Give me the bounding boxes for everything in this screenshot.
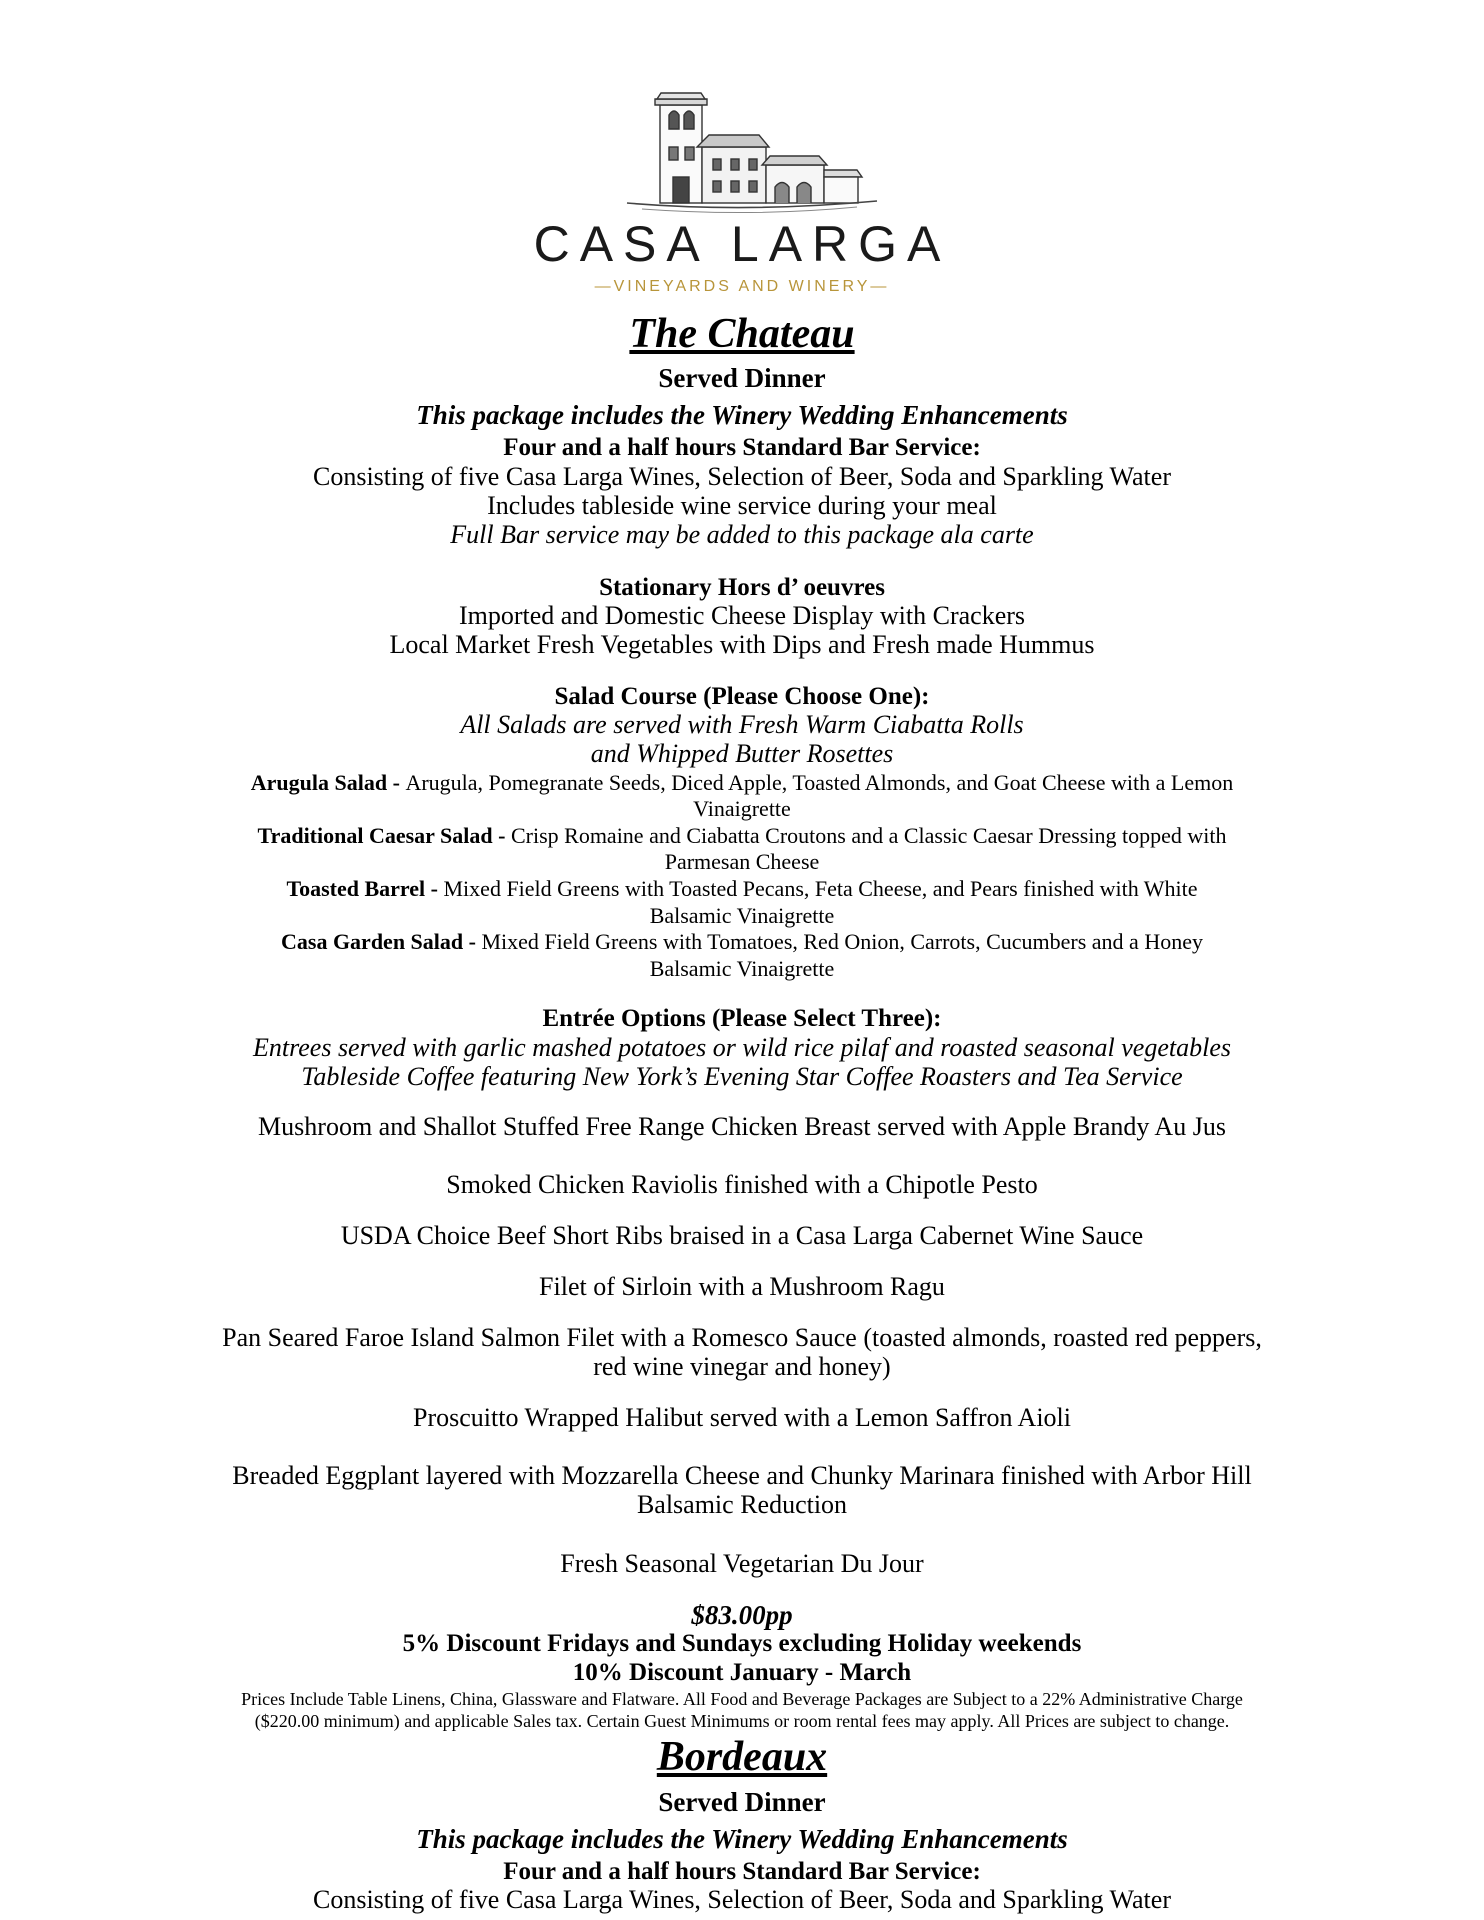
winery-building-illustration	[627, 93, 877, 213]
fine-print: Prices Include Table Linens, China, Glassware and Flatware. All Food and Beverage Packages are Subject to a 22% Administrative Charge	[241, 1689, 1243, 1709]
entree-item: Smoked Chicken Raviolis finished with a Chipotle Pesto	[446, 1170, 1038, 1199]
entree-item-cont: Balsamic Reduction	[636, 1490, 848, 1519]
salad-name: Traditional Caesar Salad -	[257, 823, 511, 848]
salad-description: Arugula, Pomegranate Seeds, Diced Apple, Toasted Almonds, and Goat Cheese with a Lemon	[405, 770, 1234, 795]
salad-description-cont: Vinaigrette	[693, 796, 791, 821]
salad-name: Casa Garden Salad -	[281, 929, 482, 954]
package-title-bordeaux: Bordeaux	[656, 1734, 828, 1780]
entree-item: USDA Choice Beef Short Ribs braised in a Casa Larga Cabernet Wine Sauce	[340, 1221, 1144, 1250]
salad-option	[0, 772, 1484, 794]
package-subtitle: Served Dinner	[658, 1787, 826, 1817]
entree-item: Filet of Sirloin with a Mushroom Ragu	[539, 1272, 945, 1301]
salad-description: Crisp Romaine and Ciabatta Croutons and a Classic Caesar Dressing topped with	[510, 823, 1227, 848]
salad-description-cont: Parmesan Cheese	[664, 849, 820, 874]
bar-service-heading: Four and a half hours Standard Bar Service:	[503, 1858, 981, 1885]
salad-name: Toasted Barrel -	[286, 876, 444, 901]
salad-description-cont: Balsamic Vinaigrette	[649, 956, 835, 981]
hors-doeuvres-item: Imported and Domestic Cheese Display with Crackers	[458, 601, 1026, 630]
hors-doeuvres-heading: Stationary Hors d’ oeuvres	[599, 574, 885, 601]
package-includes-note: This package includes the Winery Wedding Enhancements	[416, 1824, 1068, 1854]
salad-option	[0, 931, 1484, 953]
entree-note: Entrees served with garlic mashed potatoes or wild rice pilaf and roasted seasonal vegetables	[252, 1033, 1231, 1062]
package-title-chateau: The Chateau	[629, 311, 855, 357]
fine-print: ($220.00 minimum) and applicable Sales tax. Certain Guest Minimums or room rental fees may apply. All Prices are subject to change.	[254, 1711, 1230, 1731]
package-subtitle: Served Dinner	[658, 363, 826, 393]
bar-service-line: Consisting of five Casa Larga Wines, Selection of Beer, Soda and Sparkling Water	[313, 462, 1171, 491]
entree-item: Mushroom and Shallot Stuffed Free Range Chicken Breast served with Apple Brandy Au Jus	[258, 1112, 1226, 1141]
entree-item-cont: red wine vinegar and honey)	[593, 1352, 891, 1381]
discount-line: 5% Discount Fridays and Sundays excluding Holiday weekends	[402, 1630, 1082, 1657]
entree-note: Tableside Coffee featuring New York’s Evening Star Coffee Roasters and Tea Service	[301, 1062, 1183, 1091]
salad-course-heading: Salad Course (Please Choose One):	[554, 683, 930, 710]
salad-description: Mixed Field Greens with Tomatoes, Red Onion, Carrots, Cucumbers and a Honey	[481, 929, 1203, 954]
entree-item: Fresh Seasonal Vegetarian Du Jour	[560, 1549, 924, 1578]
entree-options-heading: Entrée Options (Please Select Three):	[542, 1005, 942, 1032]
salad-course-note: All Salads are served with Fresh Warm Ciabatta Rolls	[460, 710, 1024, 739]
salad-course-note: and Whipped Butter Rosettes	[590, 739, 894, 768]
salad-option	[0, 825, 1484, 847]
logo-wordmark: CASA LARGA	[533, 216, 951, 272]
package-price: $83.00pp	[691, 1600, 793, 1630]
logo-tagline: —VINEYARDS AND WINERY—	[594, 278, 890, 295]
entree-item: Breaded Eggplant layered with Mozzarella Cheese and Chunky Marinara finished with Arbor Hill	[232, 1461, 1252, 1490]
hors-doeuvres-item: Local Market Fresh Vegetables with Dips and Fresh made Hummus	[389, 630, 1095, 659]
salad-name: Arugula Salad -	[250, 770, 406, 795]
casa-larga-logo	[497, 85, 987, 303]
salad-description: Mixed Field Greens with Toasted Pecans, Feta Cheese, and Pears finished with White	[443, 876, 1198, 901]
bar-service-heading: Four and a half hours Standard Bar Service:	[503, 434, 981, 461]
discount-line: 10% Discount January - March	[572, 1659, 912, 1686]
bar-service-note: Full Bar service may be added to this package ala carte	[450, 520, 1034, 549]
salad-description-cont: Balsamic Vinaigrette	[649, 903, 835, 928]
package-includes-note: This package includes the Winery Wedding Enhancements	[416, 400, 1068, 430]
entree-item: Pan Seared Faroe Island Salmon Filet with a Romesco Sauce (toasted almonds, roasted red peppers,	[222, 1323, 1262, 1352]
bar-service-line: Includes tableside wine service during your meal	[487, 491, 997, 520]
entree-item: Proscuitto Wrapped Halibut served with a Lemon Saffron Aioli	[413, 1403, 1071, 1432]
bar-service-line: Consisting of five Casa Larga Wines, Selection of Beer, Soda and Sparkling Water	[313, 1885, 1171, 1914]
salad-option	[0, 878, 1484, 900]
